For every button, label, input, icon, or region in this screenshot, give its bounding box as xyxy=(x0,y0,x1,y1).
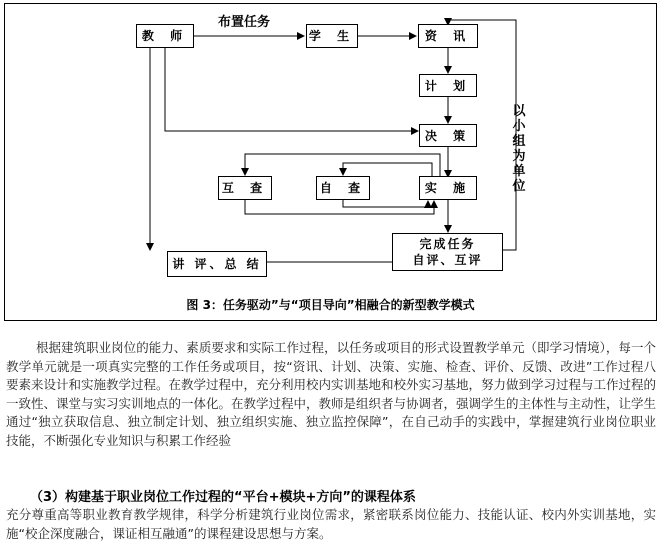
side-label-group-unit: 以小组为单位 xyxy=(512,104,526,194)
node-self-check: 自 查 xyxy=(316,176,370,200)
node-plan: 计 划 xyxy=(419,74,477,97)
node-complete-task xyxy=(392,233,503,271)
arrow-implement-self xyxy=(343,163,432,176)
arrow-teacher-decide xyxy=(165,47,418,131)
edge-label-assign-task: 布置任务 xyxy=(218,15,271,30)
body-paragraph-2: 充分尊重高等职业教育教学规律，科学分析建筑行业岗位需求，紧密联系岗位能力、技能认证、校内外实训基地，实施“校企深度融合，课证相互融通”的课程建设思想与方案。 xyxy=(6,507,656,541)
figure-caption: 图 3：任务驱动”与“项目导向”相融合的新型教学模式 xyxy=(186,298,475,312)
body-paragraph-1: 根据建筑职业岗位的能力、素质要求和实际工作过程，以任务或项目的形式设置教学单元（即学习情境），每一个教学单元就是一项真实完整的工作任务或项目，按“资讯、计划、决策、实施、检查、评价、反馈、改进”工作过程八要素来设计和实施教学过程。在教学过程中，充分利用校内实训基地和校外实习基地，努力做到学习过程与工作过程的一致性、课堂与实习实训地点的一体化。在教学过程中，教师是组织者与协调者，强调学生的主体性与主动性，让学生通过“独立获取信息、独立制定计划、独立组织实施、独立监控保障”，在自己动手的实践中，掌握建筑行业岗位职业技能，不断强化专业知识与积累工作经验 xyxy=(6,340,657,448)
section-heading: （3）构建基于职业岗位工作过程的“平台+模块+方向”的课程体系 xyxy=(30,490,416,505)
node-decide: 决 策 xyxy=(419,124,477,147)
complete-task-line2: 自评、互评 xyxy=(412,253,483,267)
node-teacher: 教 师 xyxy=(136,24,194,48)
node-info: 资 讯 xyxy=(418,24,478,48)
arrow-self-implement xyxy=(343,199,428,207)
node-review-summary: 讲 评、总 结 xyxy=(167,251,267,277)
complete-task-line1: 完成任务 xyxy=(419,237,476,251)
node-mutual-check: 互 查 xyxy=(218,176,272,200)
node-implement: 实 施 xyxy=(419,176,477,200)
node-student: 学 生 xyxy=(306,24,358,48)
